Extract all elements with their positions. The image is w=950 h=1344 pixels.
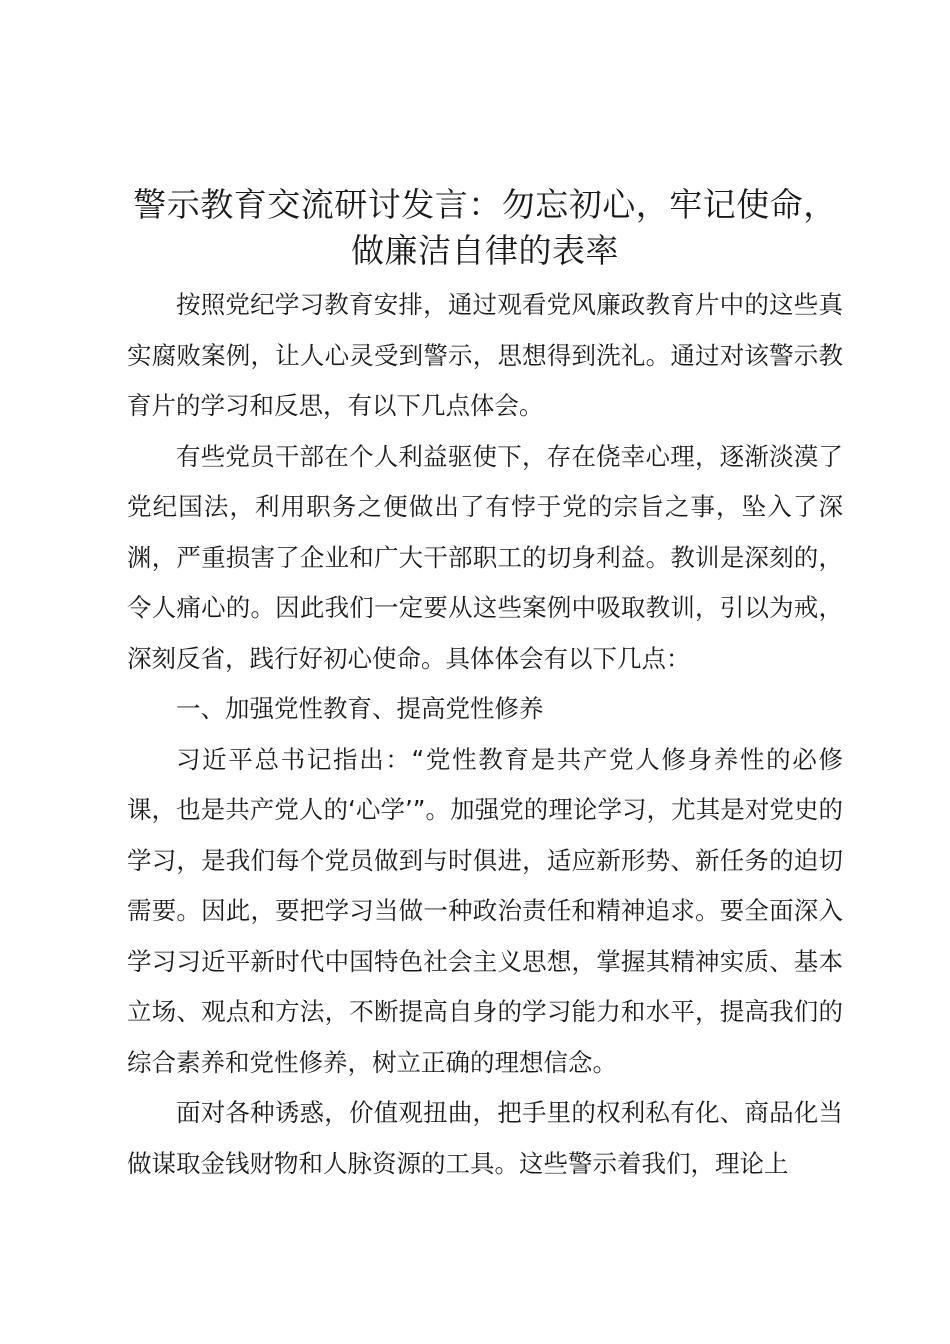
document-title — [127, 182, 843, 274]
paragraph-lessons: 有些党员干部在个人利益驱使下，存在侥幸心理，逐渐淡漠了党纪国法，利用职务之便做出了有悖于党的宗旨之事，坠入了深渊，严重损害了企业和广大干部职工的切身利益。教训是深刻的，令人痛心的。因此我们一定要从这些案例中吸取教训，引以为戒，深刻反省，践行好初心使命。具体体会有以下几点： — [127, 441, 843, 673]
document-body — [127, 280, 843, 1189]
document-page — [127, 182, 843, 1189]
title-line-1: 警示教育交流研讨发言：勿忘初心，牢记使命， — [133, 185, 837, 224]
title-line-2: 做廉洁自律的表率 — [351, 231, 619, 270]
paragraph-party-education: 习近平总书记指出：“党性教育是共产党人修身养性的必修课，也是共产党人的‘心学’”。加强党的理论学习，尤其是对党史的学习，是我们每个党员做到与时俱进，适应新形势、新任务的迫切需要。因此，要把学习当做一种政治责任和精神追求。要全面深入学习习近平新时代中国特色社会主义思想，掌握其精神实质、基本立场、观点和方法，不断提高自身的学习能力和水平，提高我们的综合素养和党性修养，树立正确的理想信念。 — [127, 744, 843, 1077]
paragraph-intro: 按照党纪学习教育安排，通过观看党风廉政教育片中的这些真实腐败案例，让人心灵受到警示，思想得到洗礼。通过对该警示教育片的学习和反思，有以下几点体会。 — [127, 290, 843, 420]
section-heading-1: 一、加强党性教育、提高党性修养 — [176, 694, 544, 723]
paragraph-temptations: 面对各种诱惑，价值观扭曲，把手里的权利私有化、商品化当做谋取金钱财物和人脉资源的工具。这些警示着我们，理论上 — [127, 1098, 843, 1178]
